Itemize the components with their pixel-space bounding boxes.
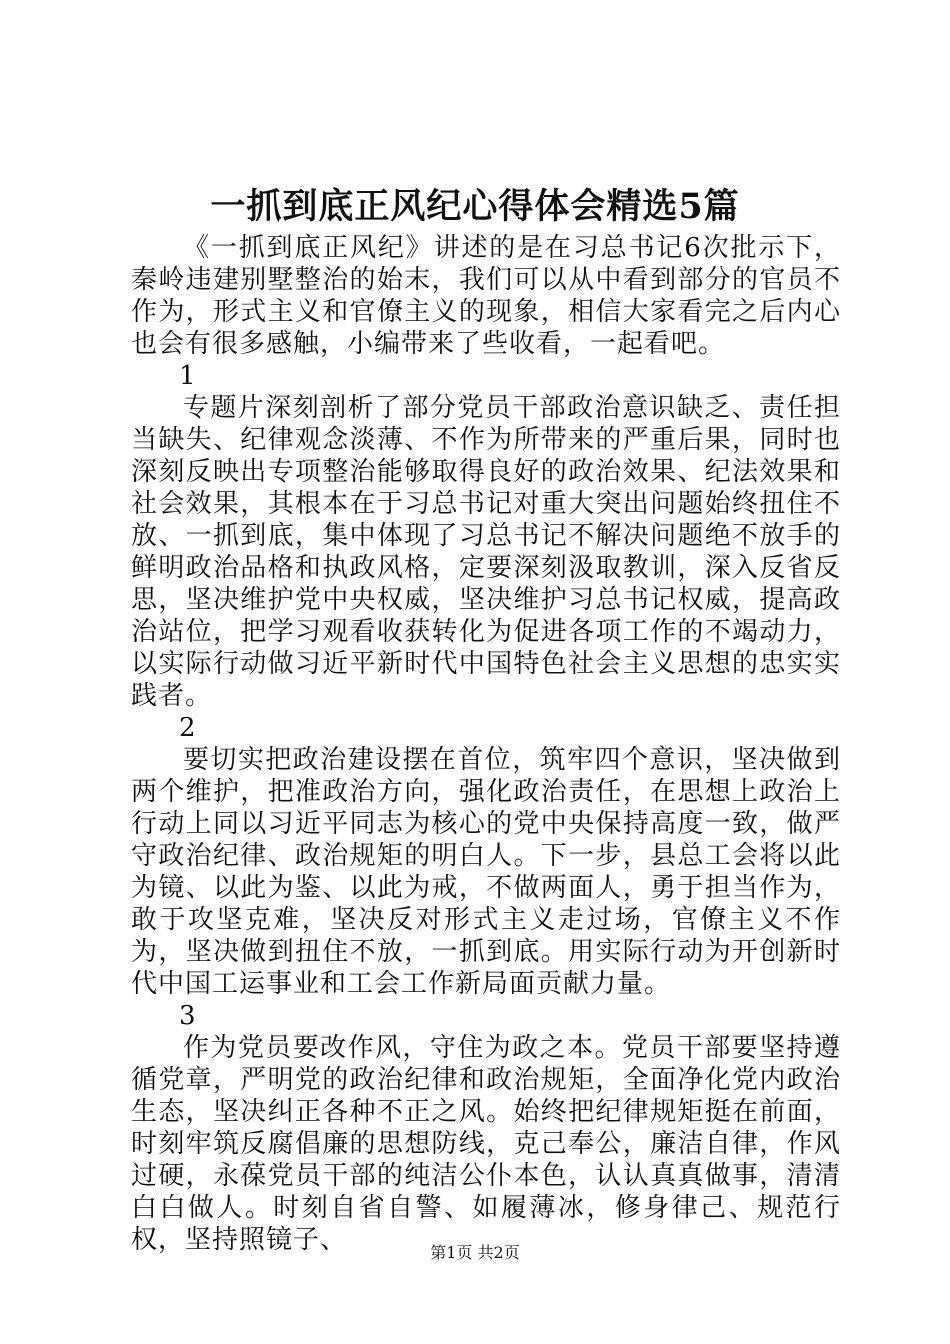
section-number-3: 3 <box>179 1001 197 1031</box>
document-body <box>131 232 841 1256</box>
section-1-paragraph: 专题片深刻剖析了部分党员干部政治意识缺乏、责任担当缺失、纪律观念淡薄、不作为所带来的严重后果，同时也深刻反映出专项整治能够取得良好的政治效果、纪法效果和社会效果，其根本在于习总书记对重大突出问题始终扭住不放、一抓到底，集中体现了习总书记不解决问题绝不放手的鲜明政治品格和执政风格，定要深刻汲取教训，深入反省反思，坚决维护党中央权威，坚决维护习总书记权威，提高政治站位，把学习观看收获转化为促进各项工作的不竭动力，以实际行动做习近平新时代中国特色社会主义思想的忠实实践者。 <box>131 393 841 711</box>
section-3-paragraph: 作为党员要改作风，守住为政之本。党员干部要坚持遵循党章，严明党的政治纪律和政治规矩，全面净化党内政治生态，坚决纠正各种不正之风。始终把纪律规矩挺在前面，时刻牢筑反腐倡廉的思想防线，克己奉公，廉洁自律，作风过硬，永葆党员干部的纯洁公仆本色，认认真真做事，清清白白做人。时刻自省自警、如履薄冰，修身律己、规范行权，坚持照镜子、 <box>131 1033 841 1255</box>
section-2-paragraph: 要切实把政治建设摆在首位，筑牢四个意识，坚决做到两个维护，把准政治方向，强化政治责任，在思想上政治上行动上同以习近平同志为核心的党中央保持高度一致，做严守政治纪律、政治规矩的明白人。下一步，县总工会将以此为镜、以此为鉴、以此为戒，不做两面人，勇于担当作为，敢于攻坚克难，坚决反对形式主义走过场，官僚主义不作为，坚决做到扭住不放，一抓到底。用实际行动为开创新时代中国工运事业和工会工作新局面贡献力量。 <box>131 745 841 999</box>
section-number-1: 1 <box>179 361 197 391</box>
page-footer: 第1页 共2页 <box>430 1243 520 1262</box>
section-number-2: 2 <box>179 713 197 743</box>
document-title: 一抓到底正风纪心得体会精选5篇 <box>210 186 740 227</box>
intro-paragraph: 《一抓到底正风纪》讲述的是在习总书记6次批示下，秦岭违建别墅整治的始末，我们可以从中看到部分的官员不作为，形式主义和官僚主义的现象，相信大家看完之后内心也会有很多感触，小编带来了些收看，一起看吧。 <box>131 233 841 359</box>
